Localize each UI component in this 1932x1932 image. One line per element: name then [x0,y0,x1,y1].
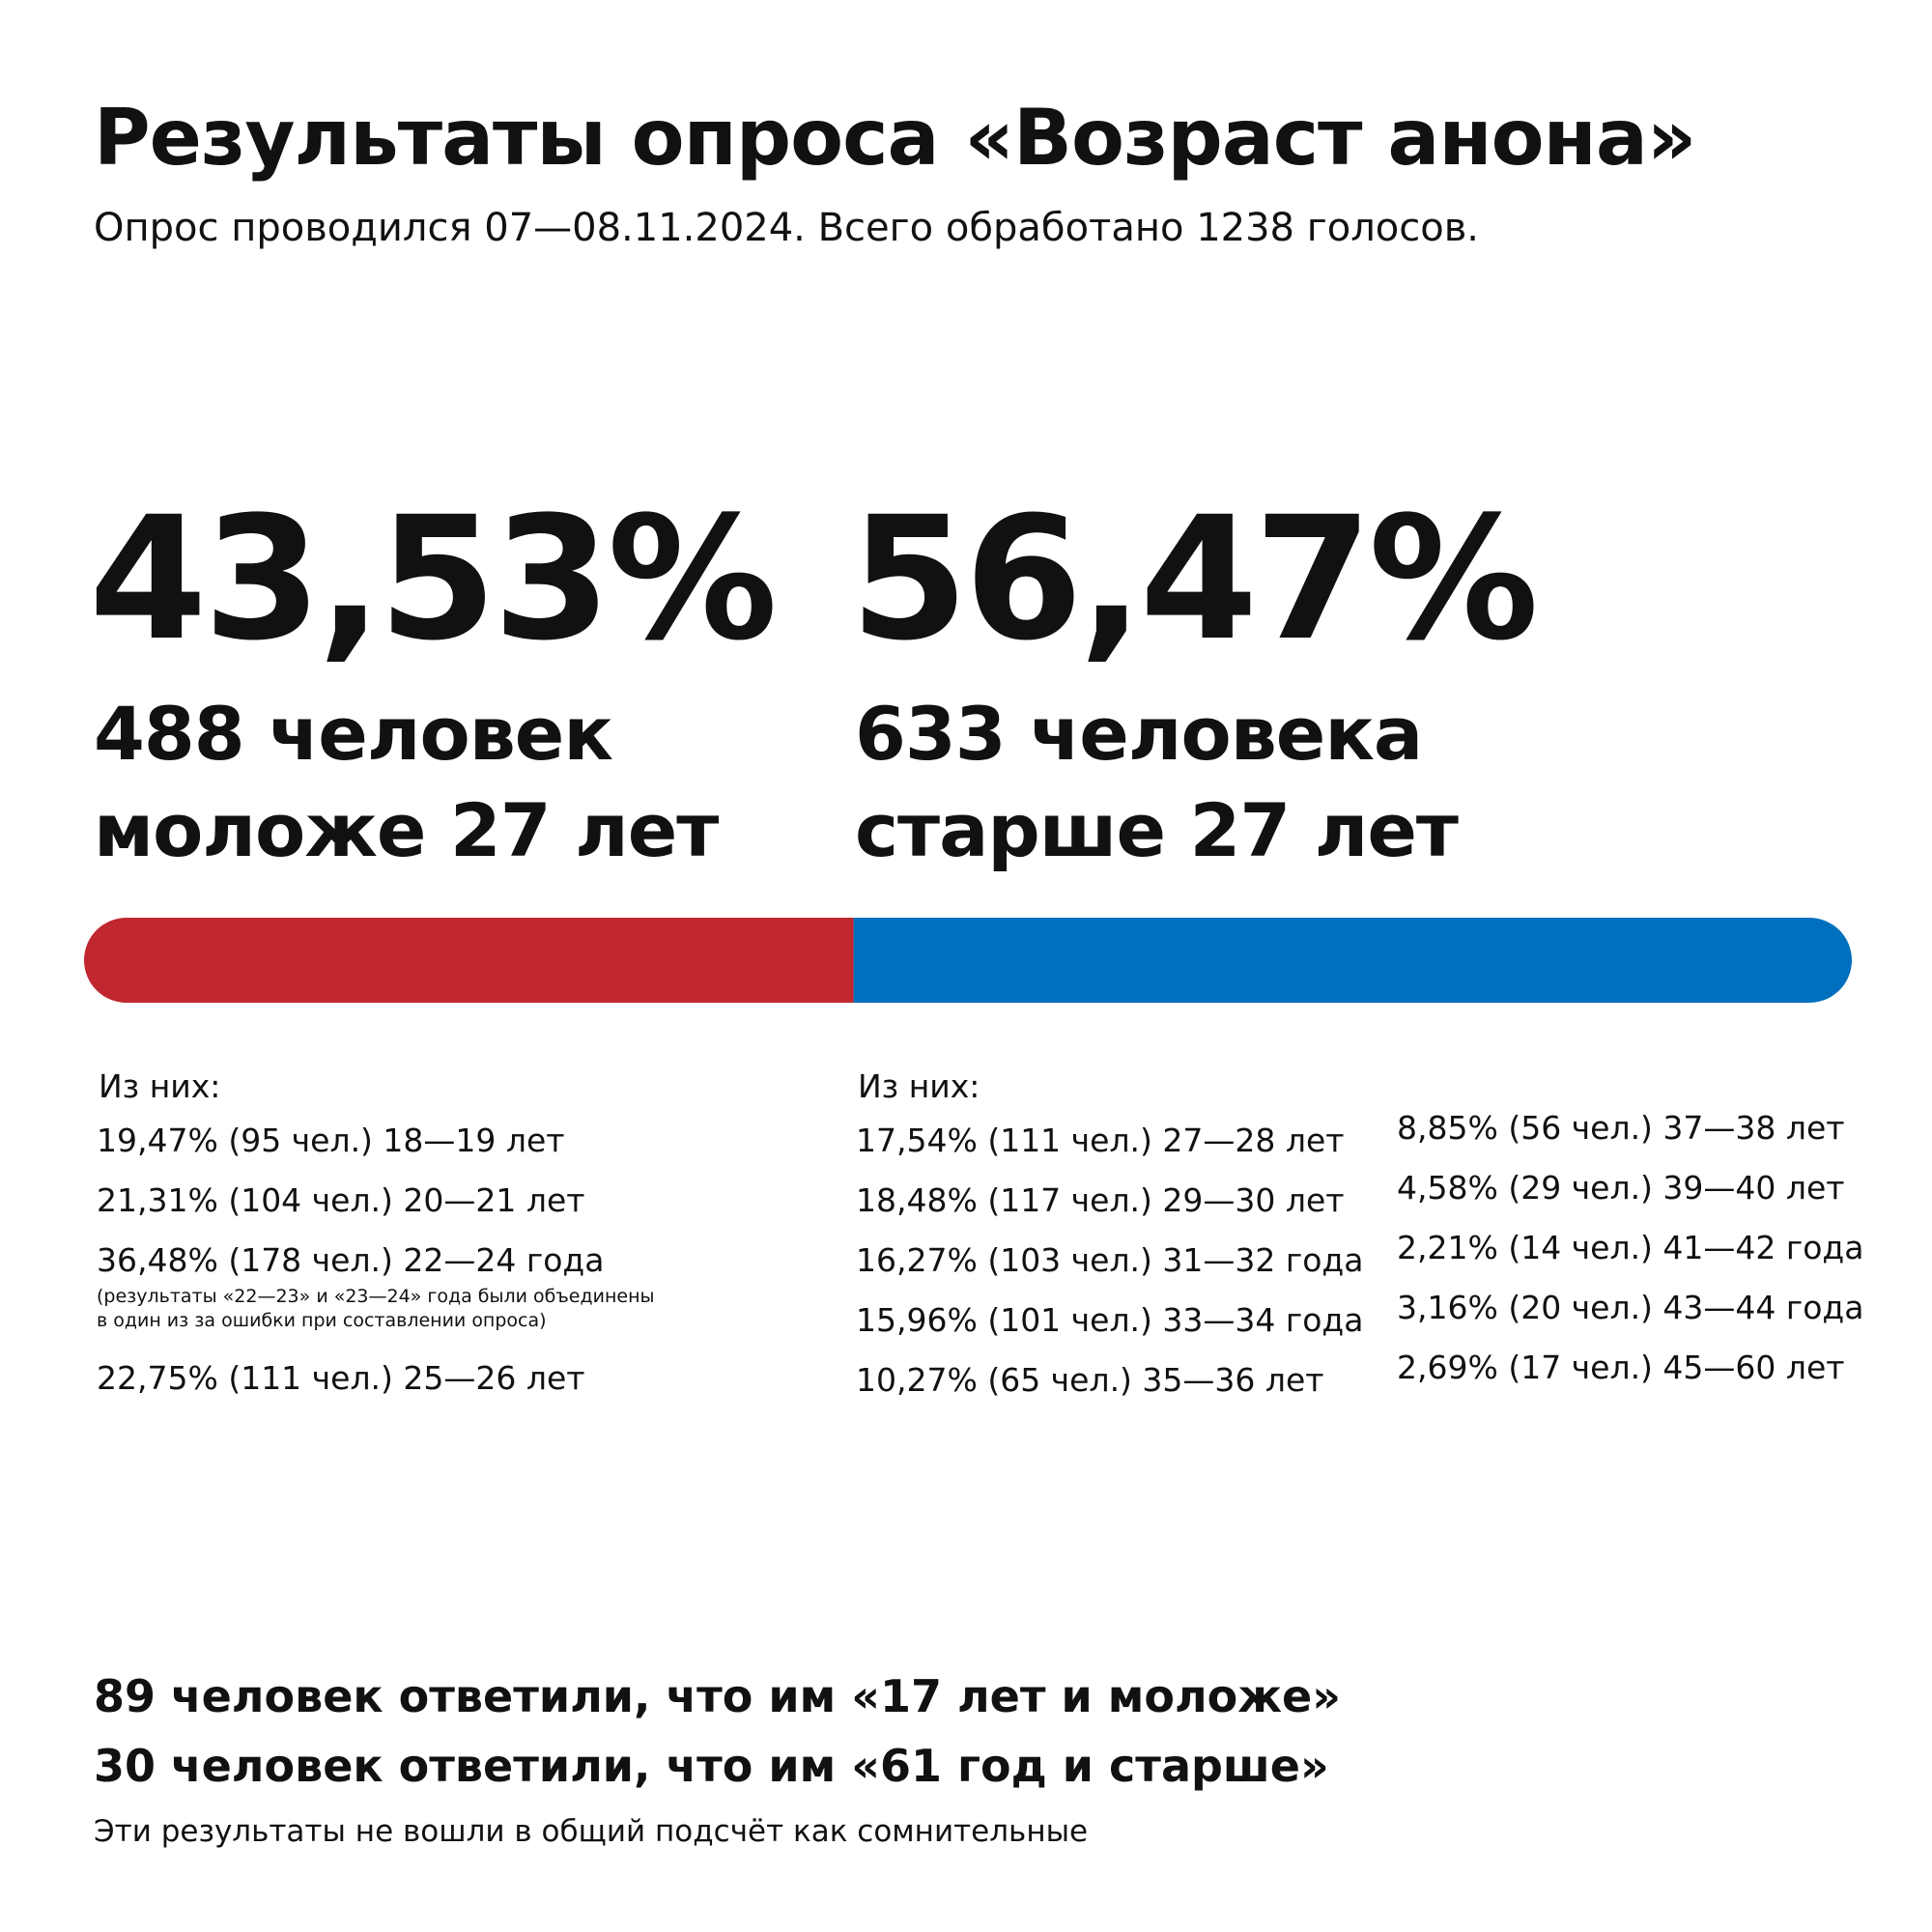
young-percent-label: 43,53% [89,480,775,678]
old-breakdown-item: 2,69% (17 чел.) 45—60 лет [1397,1349,1845,1386]
page-subtitle: Опрос проводился 07—08.11.2024. Всего обработано 1238 голосов. [94,206,1479,250]
young-breakdown-heading: Из них: [99,1067,221,1105]
young-breakdown-note: в один из за ошибки при составлении опроса) [97,1310,547,1331]
young-breakdown-item: 36,48% (178 чел.) 22—24 года [97,1241,605,1279]
young-count-label: 488 человек [94,691,612,777]
old-percent-label: 56,47% [850,480,1536,678]
old-breakdown-item: 17,54% (111 чел.) 27—28 лет [856,1122,1345,1159]
old-breakdown-item: 8,85% (56 чел.) 37—38 лет [1397,1109,1845,1147]
old-breakdown-item: 3,16% (20 чел.) 43—44 года [1397,1289,1864,1326]
young-breakdown-item: 22,75% (111 чел.) 25—26 лет [97,1359,585,1397]
bar-segment-old [854,918,1852,1003]
young-desc-label: моложе 27 лет [94,787,719,873]
young-breakdown-item: 21,31% (104 чел.) 20—21 лет [97,1181,585,1219]
young-breakdown-note: (результаты «22—23» и «23—24» года были объединены [97,1286,655,1307]
old-breakdown-item: 4,58% (29 чел.) 39—40 лет [1397,1169,1845,1207]
excluded-old-line: 30 человек ответили, что им «61 год и старше» [94,1740,1329,1792]
excluded-note: Эти результаты не вошли в общий подсчёт как сомнительные [94,1814,1089,1849]
old-count-label: 633 человека [855,691,1423,777]
old-breakdown-heading: Из них: [858,1067,980,1105]
old-breakdown-item: 2,21% (14 чел.) 41—42 года [1397,1229,1864,1266]
excluded-young-line: 89 человек ответили, что им «17 лет и моложе» [94,1670,1341,1722]
old-breakdown-item: 10,27% (65 чел.) 35—36 лет [856,1361,1324,1399]
old-breakdown-item: 16,27% (103 чел.) 31—32 года [856,1241,1364,1279]
old-desc-label: старше 27 лет [855,787,1458,873]
young-breakdown-item: 19,47% (95 чел.) 18—19 лет [97,1122,565,1159]
split-bar-chart [84,918,1852,1003]
bar-segment-young [84,918,854,1003]
page-title: Результаты опроса «Возраст анона» [94,93,1696,183]
old-breakdown-item: 18,48% (117 чел.) 29—30 лет [856,1181,1345,1219]
old-breakdown-item: 15,96% (101 чел.) 33—34 года [856,1301,1364,1339]
